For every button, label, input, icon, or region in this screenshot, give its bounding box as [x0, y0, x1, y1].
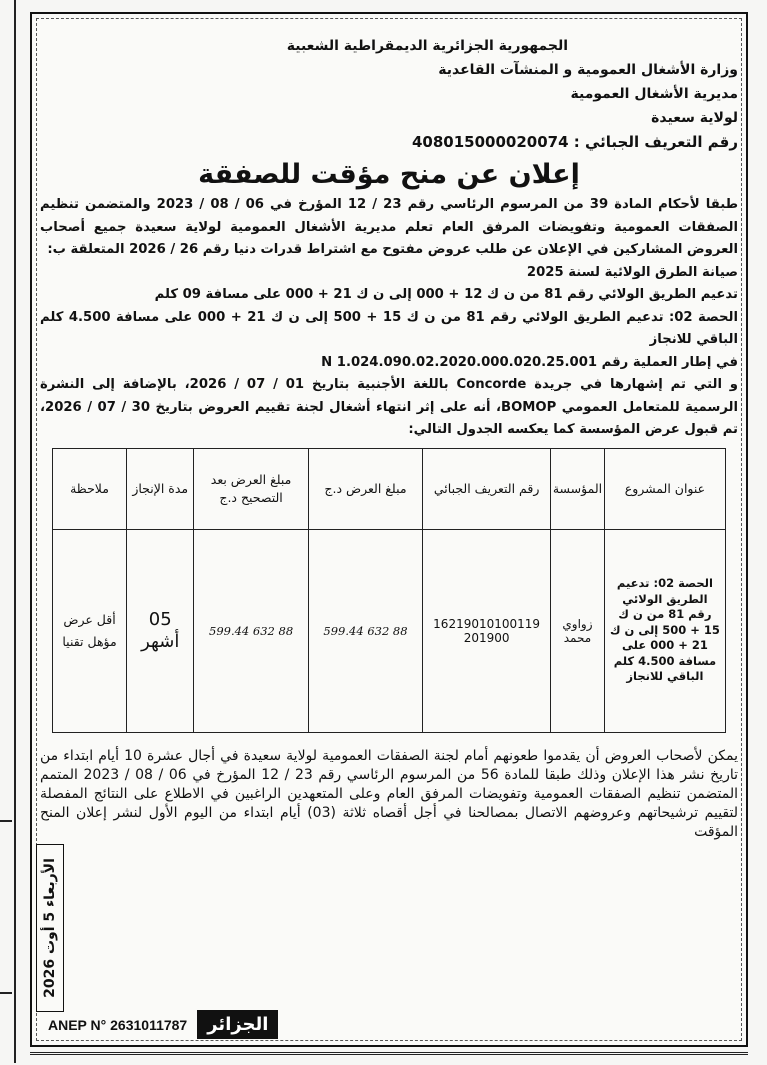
- header-duration: مدة الإنجاز: [127, 448, 194, 529]
- body-paragraph-3: تدعيم الطريق الولائي رقم 81 من ن ك 12 + 000 إلى ن ك 21 + 000 على مسافة 09 كلم: [154, 287, 738, 302]
- bottom-divider: [30, 1052, 748, 1065]
- header-directorate: مديرية الأشغال العمومية: [570, 86, 738, 102]
- cell-tax-id: 16219010100119 201900: [423, 529, 551, 732]
- notice-title: إعلان عن منح مؤقت للصفقة: [198, 159, 580, 190]
- newspaper-logo: الجزائر: [197, 1010, 278, 1039]
- body-paragraph-4: الحصة 02: تدعيم الطريق الولائي رقم 81 من ن ك 15 + 500 إلى ن ك 21 + 000 على مسافة 4.500 كلم الباقي للانجاز: [40, 309, 739, 347]
- left-column-edge: [0, 0, 16, 1063]
- header-amount-corrected: مبلغ العرض بعد التصحيح د.ج: [194, 448, 308, 529]
- body-paragraph-2: صيانة الطرق الولائية لسنة 2025: [526, 264, 738, 280]
- award-table: [52, 448, 726, 733]
- header-republic: الجمهورية الجزائرية الديمقراطية الشعبية: [286, 38, 568, 54]
- body-paragraph-6: و التي تم إشهارها في جريدة Concorde باللغة الأجنبية بتاريخ 01 / 07 / 2026، بالإضافة إلى النشرة الرسمية للمتعامل العمومي BOMOP، أنه على إثر انتهاء أشغال لجنة تقييم العروض بتاريخ 30 / 07 / 2026، تم قبول عرض المؤسسة كما يعكسه الجدول التالي:: [40, 377, 739, 437]
- header-tax-id: رقم التعريف الجبائي : 408015000020074: [411, 133, 738, 151]
- cell-company: زواوي محمد: [551, 529, 605, 732]
- side-date-text: الأربعاء 5 أوت 2026: [42, 858, 58, 998]
- table-header-row: [53, 448, 726, 529]
- cell-amount: 88 632 599.44: [308, 529, 422, 732]
- body-paragraph-1: طبقا لأحكام المادة 39 من المرسوم الرئاسي رقم 23 / 12 المؤرخ في 06 / 08 / 2023 والمتضمن تنظيم الصفقات العمومية وتفويضات المرفق العام تعلم مديرية الأشغال العمومية لولاية سعيدة جميع أصحاب العروض المشاركين في الإعلان عن طلب عروض مفتوح مع اشتراط قدرات دنيا رقم 26 / 2026 المتعلقة ب:: [40, 197, 738, 257]
- side-date-box: [36, 844, 64, 1012]
- header-tax-id: رقم التعريف الجبائي: [423, 448, 551, 529]
- header-amount: مبلغ العرض د.ج: [308, 448, 422, 529]
- header-company: المؤسسة: [551, 448, 605, 529]
- footer: [42, 1010, 278, 1039]
- notice-frame: [30, 12, 748, 1047]
- anep-number: ANEP N° 2631011787: [48, 1016, 188, 1033]
- cell-project: الحصة 02: تدعيم الطريق الولائي رقم 81 من ن ك 15 + 500 إلى ن ك 21 + 000 على مسافة 4.500 كلم الباقي للانجاز: [604, 529, 725, 732]
- closing-paragraph: يمكن لأصحاب العروض أن يقدموا طعونهم أمام لجنة الصفقات العمومية لولاية سعيدة في أجال عشرة 10 أيام ابتداء من تاريخ نشر هذا الإعلان وذلك طبقا للمادة 56 من المرسوم الرئاسي رقم 23 / 12 المؤرخ في 06 / 08 / 2023 المتمم المتضمن تنظيم الصفقات العمومية وتفويضات المرفق العام وعلى المتعهدين الراغبين في الاطلاع على النتائج المفصلة لتقييم ترشيحاتهم وعروضهم الاتصال بمصالحنا في أجل أقصاه ثلاثة (03) أيام ابتداء من اليوم الأول لنشر إعلان المنح المؤقت: [40, 747, 738, 840]
- cell-duration: 05 أشهر: [127, 529, 194, 732]
- award-table-wrapper: [52, 448, 726, 733]
- header-note: ملاحظة: [53, 448, 127, 529]
- header-wilaya: لولاية سعيدة: [651, 110, 738, 126]
- header-project: عنوان المشروع: [604, 448, 725, 529]
- header-ministry: وزارة الأشغال العمومية و المنشآت القاعدية: [438, 62, 738, 78]
- table-row: [53, 529, 726, 732]
- notice-content: [40, 34, 738, 842]
- cell-amount-corrected: 88 632 599.44: [194, 529, 308, 732]
- body-paragraph-5: في إطار العملية رقم N 1.024.090.02.2020.000.020.25.001: [321, 354, 738, 370]
- cell-note: أقل عرض مؤهل تقنيا: [53, 529, 127, 732]
